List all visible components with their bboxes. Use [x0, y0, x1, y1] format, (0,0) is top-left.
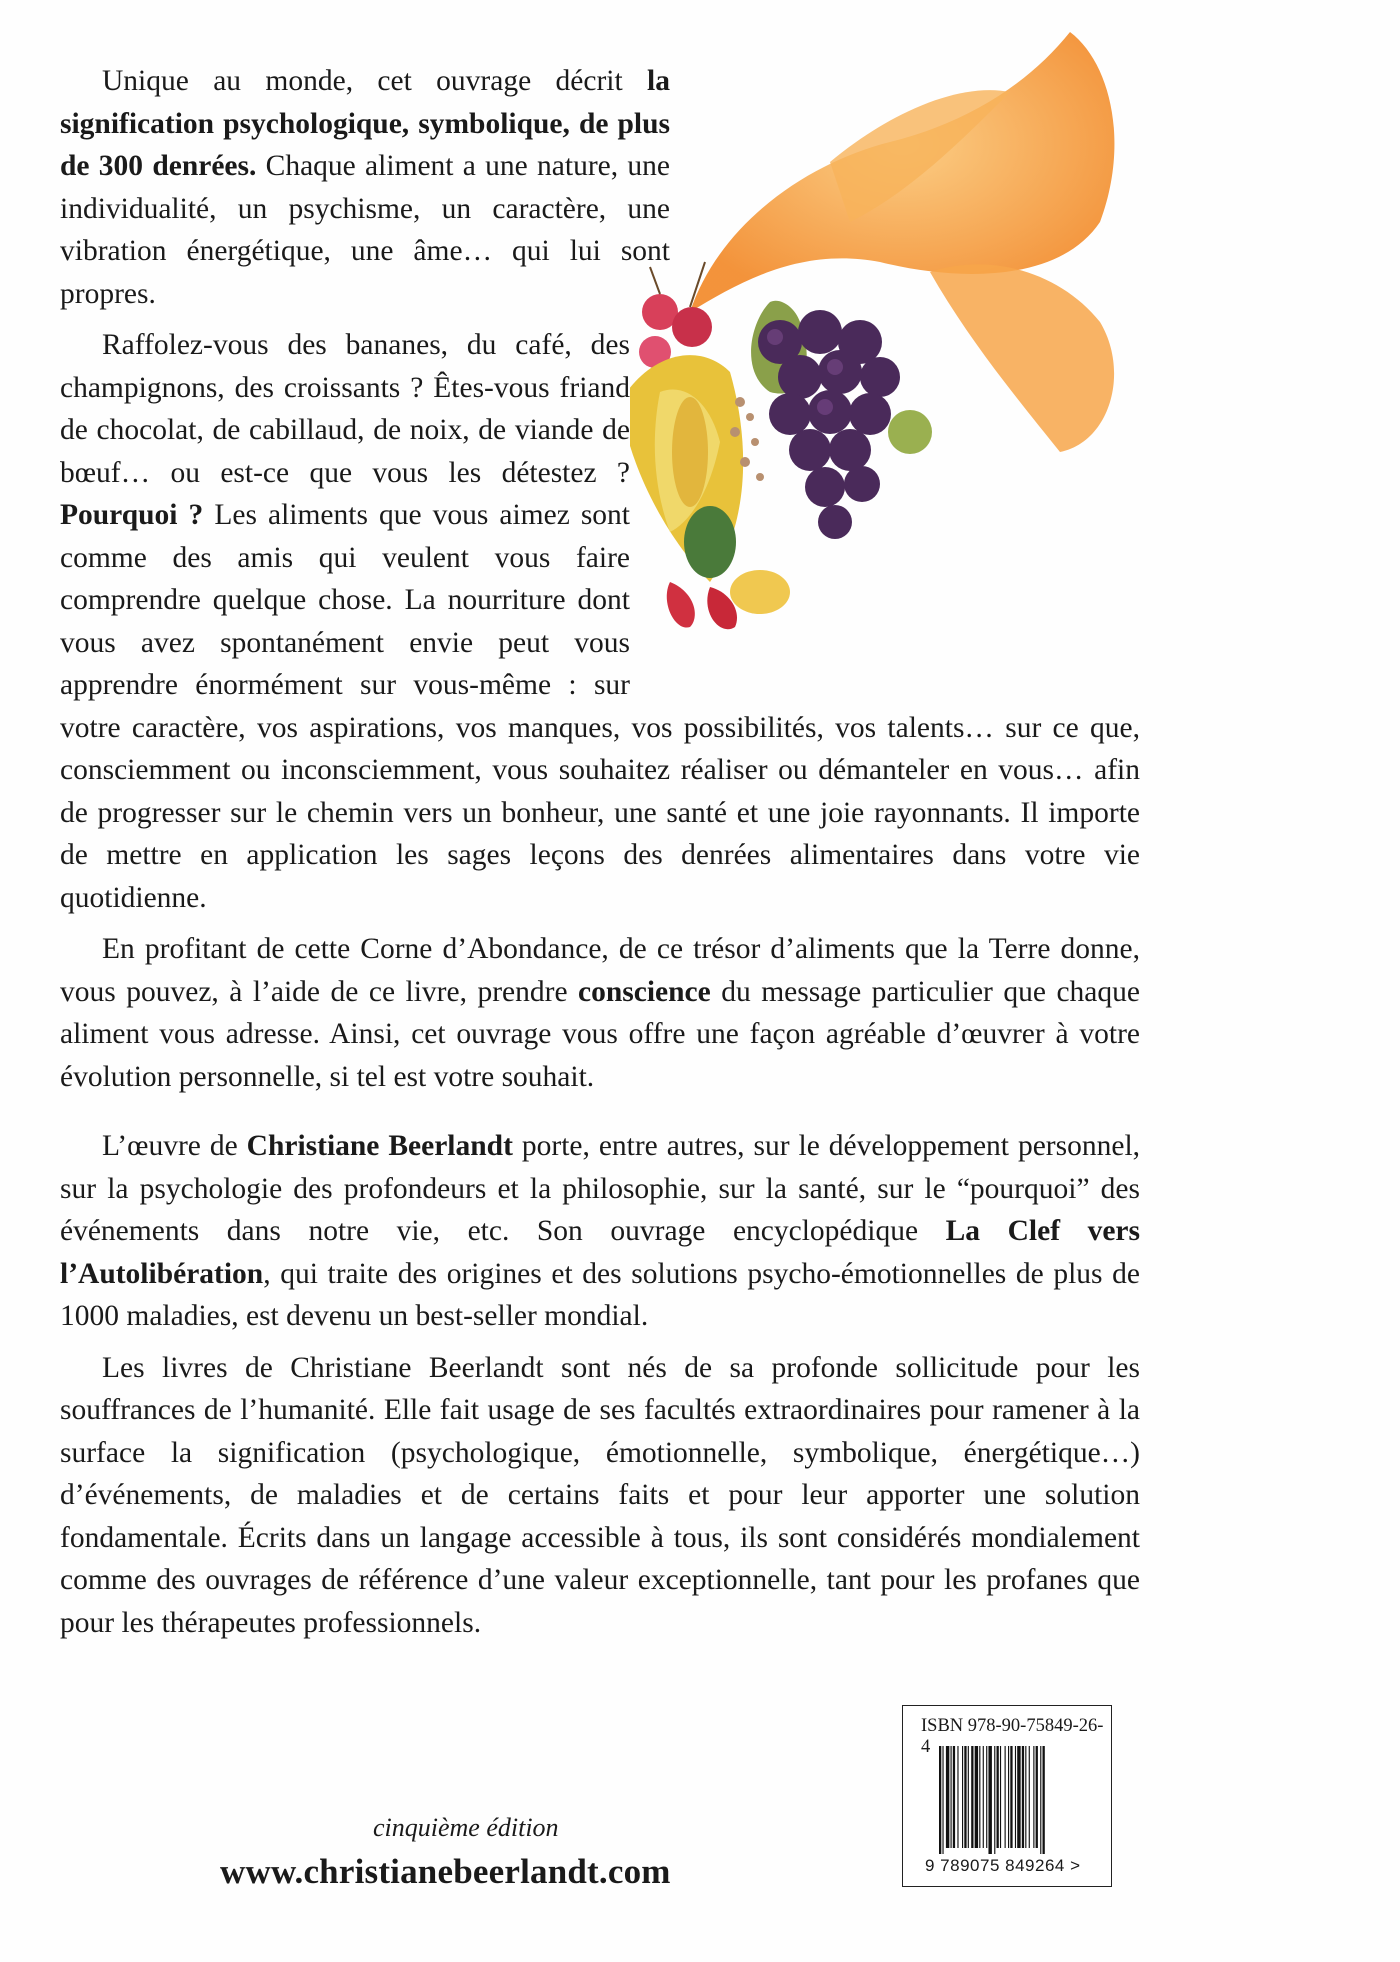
website-link[interactable]: www.christianebeerlandt.com — [220, 1852, 671, 1891]
barcode-bar — [964, 1746, 966, 1848]
barcode-bar — [988, 1746, 991, 1854]
barcode-bar — [975, 1746, 978, 1848]
intro-p1-bold: la signification psychologique, symbolique, de plus de 300 denrées. — [60, 65, 670, 182]
author-name: Christiane Beerlandt — [246, 1130, 513, 1162]
author-paragraph-1 — [60, 1125, 1140, 1338]
barcode-bar — [1008, 1746, 1009, 1848]
barcode-bar — [1022, 1746, 1024, 1848]
intro-p3-bold: conscience — [578, 975, 711, 1008]
barcode-bar — [986, 1746, 987, 1848]
barcode-bar — [946, 1746, 949, 1848]
barcode-bar — [994, 1746, 995, 1854]
barcode-bar — [1036, 1746, 1038, 1848]
barcode-bar — [942, 1746, 943, 1854]
isbn-barcode-box — [902, 1705, 1112, 1887]
barcode-bar — [1033, 1746, 1034, 1848]
edition-label: cinquième édition — [373, 1813, 559, 1842]
intro-paragraph-3 — [60, 928, 1140, 1098]
barcode-bar — [971, 1746, 973, 1848]
barcode-bar — [962, 1746, 963, 1848]
intro-p3-text: En profitant de cette Corne d’Abondance, de ce trésor d’aliments que la Terre donne, vous pouvez, à l’aide de ce livre, prendre — [60, 933, 1140, 1008]
float-spacer-bottom — [630, 285, 1140, 685]
intro-p1-rest: Chaque aliment a une nature, une individualité, un psychisme, un caractère, une vibration énergétique, une âme… qui lui sont propres. — [60, 150, 670, 310]
barcode-bar — [957, 1746, 958, 1848]
barcode-bar — [1005, 1746, 1006, 1848]
barcode-bar — [1025, 1746, 1026, 1848]
barcode-bar — [997, 1746, 999, 1848]
author-p1-mid: porte, entre autres, sur le développement personnel, sur la psychologie des profondeurs et la philosophie, sur la santé, sur le “pourquoi” des événements dans notre vie, etc. Son ouvrage encyclopédique — [60, 1130, 1141, 1247]
intro-p1-text: Unique au monde, cet ouvrage décrit — [102, 65, 648, 97]
barcode-bar — [983, 1746, 984, 1848]
barcode-digits: 9 789075 849264 > — [925, 1856, 1081, 1875]
barcode-bar — [1000, 1746, 1001, 1848]
barcode-bar — [939, 1746, 941, 1854]
intro-p2-bold: Pourquoi ? — [60, 499, 204, 531]
book-title: La Clef vers l’Autolibération — [60, 1215, 1140, 1290]
isbn-label: ISBN 978-90-75849-26-4 — [921, 1716, 1104, 1757]
barcode-bar — [1040, 1746, 1041, 1854]
intro-p2-text: Raffolez-vous des bananes, du café, des champignons, des croissants ? Êtes-vous friand de chocolat, de cabillaud, de noix, de viande de bœuf… ou est-ce que vous les détestez ? — [60, 329, 630, 489]
intro-text — [60, 60, 1140, 1107]
author-p1-text: L’œuvre de — [102, 1130, 247, 1162]
author-paragraph-2: Les livres de Christiane Beerlandt sont nés de sa profonde sollicitude pour les souffrances de l’humanité. Elle fait usage de ses facultés extraordinaires pour ramener à la surface la signification (psychologique, émotionnelle, symbolique, énergétique…) d’événements, de maladies et de certains faits et pour leur apporter une solution fondamentale. Écrits dans un langage accessible à tous, ils sont considérés mondialement comme des ouvrages de référence d’une valeur exceptionnelle, tant pour les profanes que pour les thérapeutes professionnels. — [60, 1351, 1140, 1639]
intro-p3-rest: du message particulier que chaque aliment vous adresse. Ainsi, cet ouvrage vous offre une façon agréable d’œuvrer à votre évolution personnelle, si tel est votre souhait. — [60, 975, 1140, 1093]
barcode-bar — [1017, 1746, 1020, 1848]
barcode-bar — [979, 1746, 980, 1848]
barcode-bar — [1010, 1746, 1012, 1848]
barcode-bar — [1029, 1746, 1030, 1848]
barcode-icon — [939, 1746, 1079, 1854]
barcode-bar — [953, 1746, 955, 1848]
barcode-bar — [951, 1746, 952, 1848]
author-text — [60, 1125, 1140, 1653]
barcode-bar — [1015, 1746, 1016, 1848]
float-spacer-top — [670, 60, 1140, 285]
barcode-bar — [968, 1746, 969, 1848]
author-p1-rest: , qui traite des origines et des solutions psycho-émotionnelles de plus de 1000 maladies, est devenu un best-seller mondial. — [60, 1257, 1140, 1332]
barcode-bar — [1043, 1746, 1045, 1854]
intro-p2-rest: Les aliments que vous aimez sont comme des amis qui veulent vous faire comprendre quelque chose. La nourriture dont vous avez spontanément envie peut vous apprendre énormément sur vous-même : sur votre caractère, vos aspirations, vos manques, vos possibilités, vos talents… sur ce que, consciemment ou inconsciemment, vous souhaitez réaliser ou démanteler en vous… afin de progresser sur le chemin vers un bonheur, une santé et une joie rayonnants. Il importe de mettre en application les sages leçons des denrées alimentaires dans votre vie quotidienne. — [60, 499, 1140, 914]
